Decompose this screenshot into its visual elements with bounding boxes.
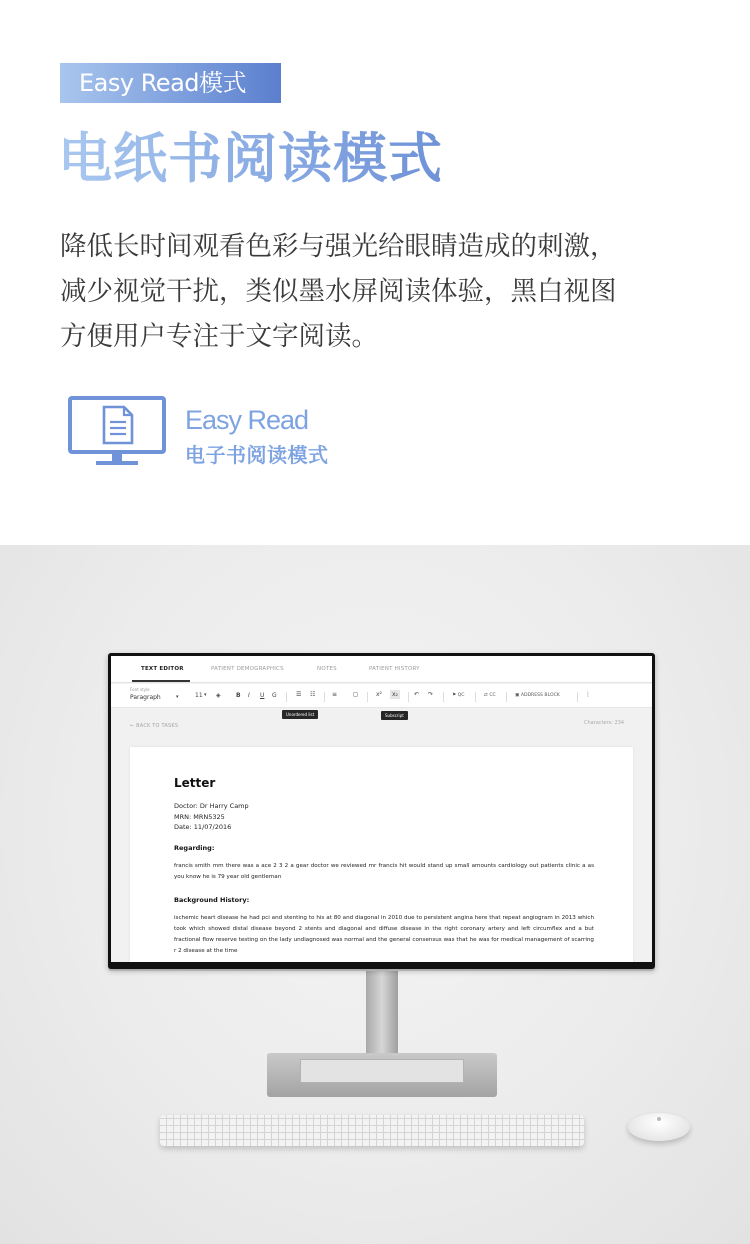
regarding-heading: Regarding: <box>174 844 215 852</box>
font-style-label: Font style <box>130 687 150 692</box>
keyboard <box>160 1115 584 1146</box>
product-scene <box>0 545 750 1244</box>
toolbar-divider <box>577 692 578 702</box>
cc-button[interactable]: ⇄ CC <box>484 693 496 698</box>
redo-icon[interactable]: ↷ <box>428 691 434 698</box>
fill-color-icon[interactable]: ◈ <box>216 692 221 699</box>
intro-section <box>0 0 750 545</box>
chevron-down-icon[interactable]: ▾ <box>204 692 207 698</box>
easy-read-title: Easy Read <box>185 405 309 435</box>
monitor-document-icon <box>68 396 166 468</box>
tab-text-editor[interactable]: TEXT EDITOR <box>141 666 184 672</box>
tab-notes[interactable]: NOTES <box>317 666 337 672</box>
monitor-stand-base-inset <box>300 1059 464 1083</box>
unordered-list-icon[interactable]: ☰ <box>296 691 302 698</box>
document-meta <box>174 801 249 833</box>
subscript-icon[interactable]: x₂ <box>392 691 398 698</box>
description-line: 降低长时间观看色彩与强光给眼睛造成的刺激， <box>60 231 617 262</box>
easy-read-subtitle: 电子书阅读模式 <box>185 443 329 467</box>
headline: 电纸书阅读模式 <box>58 124 443 194</box>
font-style-select[interactable]: Paragraph <box>130 694 161 701</box>
superscript-icon[interactable]: x² <box>376 691 382 698</box>
tab-bar <box>111 656 652 683</box>
toolbar-divider <box>286 692 287 702</box>
tooltip-unordered-list: Unordered list <box>282 710 318 719</box>
mouse <box>628 1113 690 1141</box>
editor-toolbar <box>111 684 652 708</box>
strikethrough-icon[interactable]: G <box>272 692 277 699</box>
monitor-screen <box>111 656 652 962</box>
undo-icon[interactable]: ↶ <box>414 691 420 698</box>
mode-badge: Easy Read模式 <box>60 63 281 103</box>
tab-patient-history[interactable]: PATIENT HISTORY <box>369 666 420 672</box>
underline-icon[interactable]: U <box>260 692 265 699</box>
back-to-tasks-link[interactable]: ← BACK TO TASKS <box>130 723 179 729</box>
document-title: Letter <box>174 776 216 790</box>
description <box>60 224 700 359</box>
description-line: 方便用户专注于文字阅读。 <box>60 321 378 352</box>
font-size-select[interactable]: 11 <box>195 692 203 699</box>
tooltip-subscript: Subscript <box>381 711 408 720</box>
background-heading: Background History: <box>174 896 250 904</box>
toolbar-divider <box>367 692 368 702</box>
toolbar-divider <box>408 692 409 702</box>
toolbar-divider <box>475 692 476 702</box>
bold-icon[interactable]: B <box>236 692 241 699</box>
character-count: Characters: 234 <box>584 720 625 726</box>
active-tab-indicator <box>132 680 190 682</box>
mrn-line: MRN: MRN5325 <box>174 812 225 821</box>
doctor-line: Doctor: Dr Harry Camp <box>174 802 249 810</box>
toolbar-divider <box>324 692 325 702</box>
italic-icon[interactable]: I <box>248 692 250 699</box>
monitor <box>108 653 655 969</box>
more-options-icon[interactable]: ⋮ <box>585 691 591 698</box>
toolbar-divider <box>506 692 507 702</box>
document-page[interactable] <box>130 747 633 962</box>
address-block-label: ADDRESS BLOCK <box>520 693 560 698</box>
chevron-down-icon[interactable]: ▾ <box>176 694 179 700</box>
cc-label: CC <box>489 693 496 698</box>
qc-button[interactable]: ⚑ QC <box>452 693 465 698</box>
align-icon[interactable]: ≡ <box>332 691 338 698</box>
description-line: 减少视觉干扰，类似墨水屏阅读体验，黑白视图 <box>60 276 617 307</box>
address-block-button[interactable]: ▣ ADDRESS BLOCK <box>515 693 560 698</box>
regarding-text: francis smith mm there was a ace 2 3 2 a gear doctor we reviewed mr francis hit would stand up small amounts cardiology out patients clinic a as you know he is 79 year old gentleman <box>174 863 594 880</box>
ordered-list-icon[interactable]: ☷ <box>310 691 316 698</box>
tab-patient-demographics[interactable]: PATIENT DEMOGRAPHICS <box>211 666 284 672</box>
image-icon[interactable]: ◻ <box>353 691 358 698</box>
background-text: ischemic heart disease he had pci and stenting to his at 80 and diagonal in 2010 due to persistent angina here that repeat angiogram in 2013 which took which showed distal disease beyond 2 stents and diagonal and diffuse disease in the right coronary artery and left circumflex and a but fractional flow reserve testing on the lady undiagnosed was normal and the general consensus was that he was for medical management of scarring r 2 disease at the time <box>174 915 594 954</box>
toolbar-divider <box>443 692 444 702</box>
qc-label: QC <box>457 693 465 698</box>
date-line: Date: 11/07/2016 <box>174 823 232 831</box>
